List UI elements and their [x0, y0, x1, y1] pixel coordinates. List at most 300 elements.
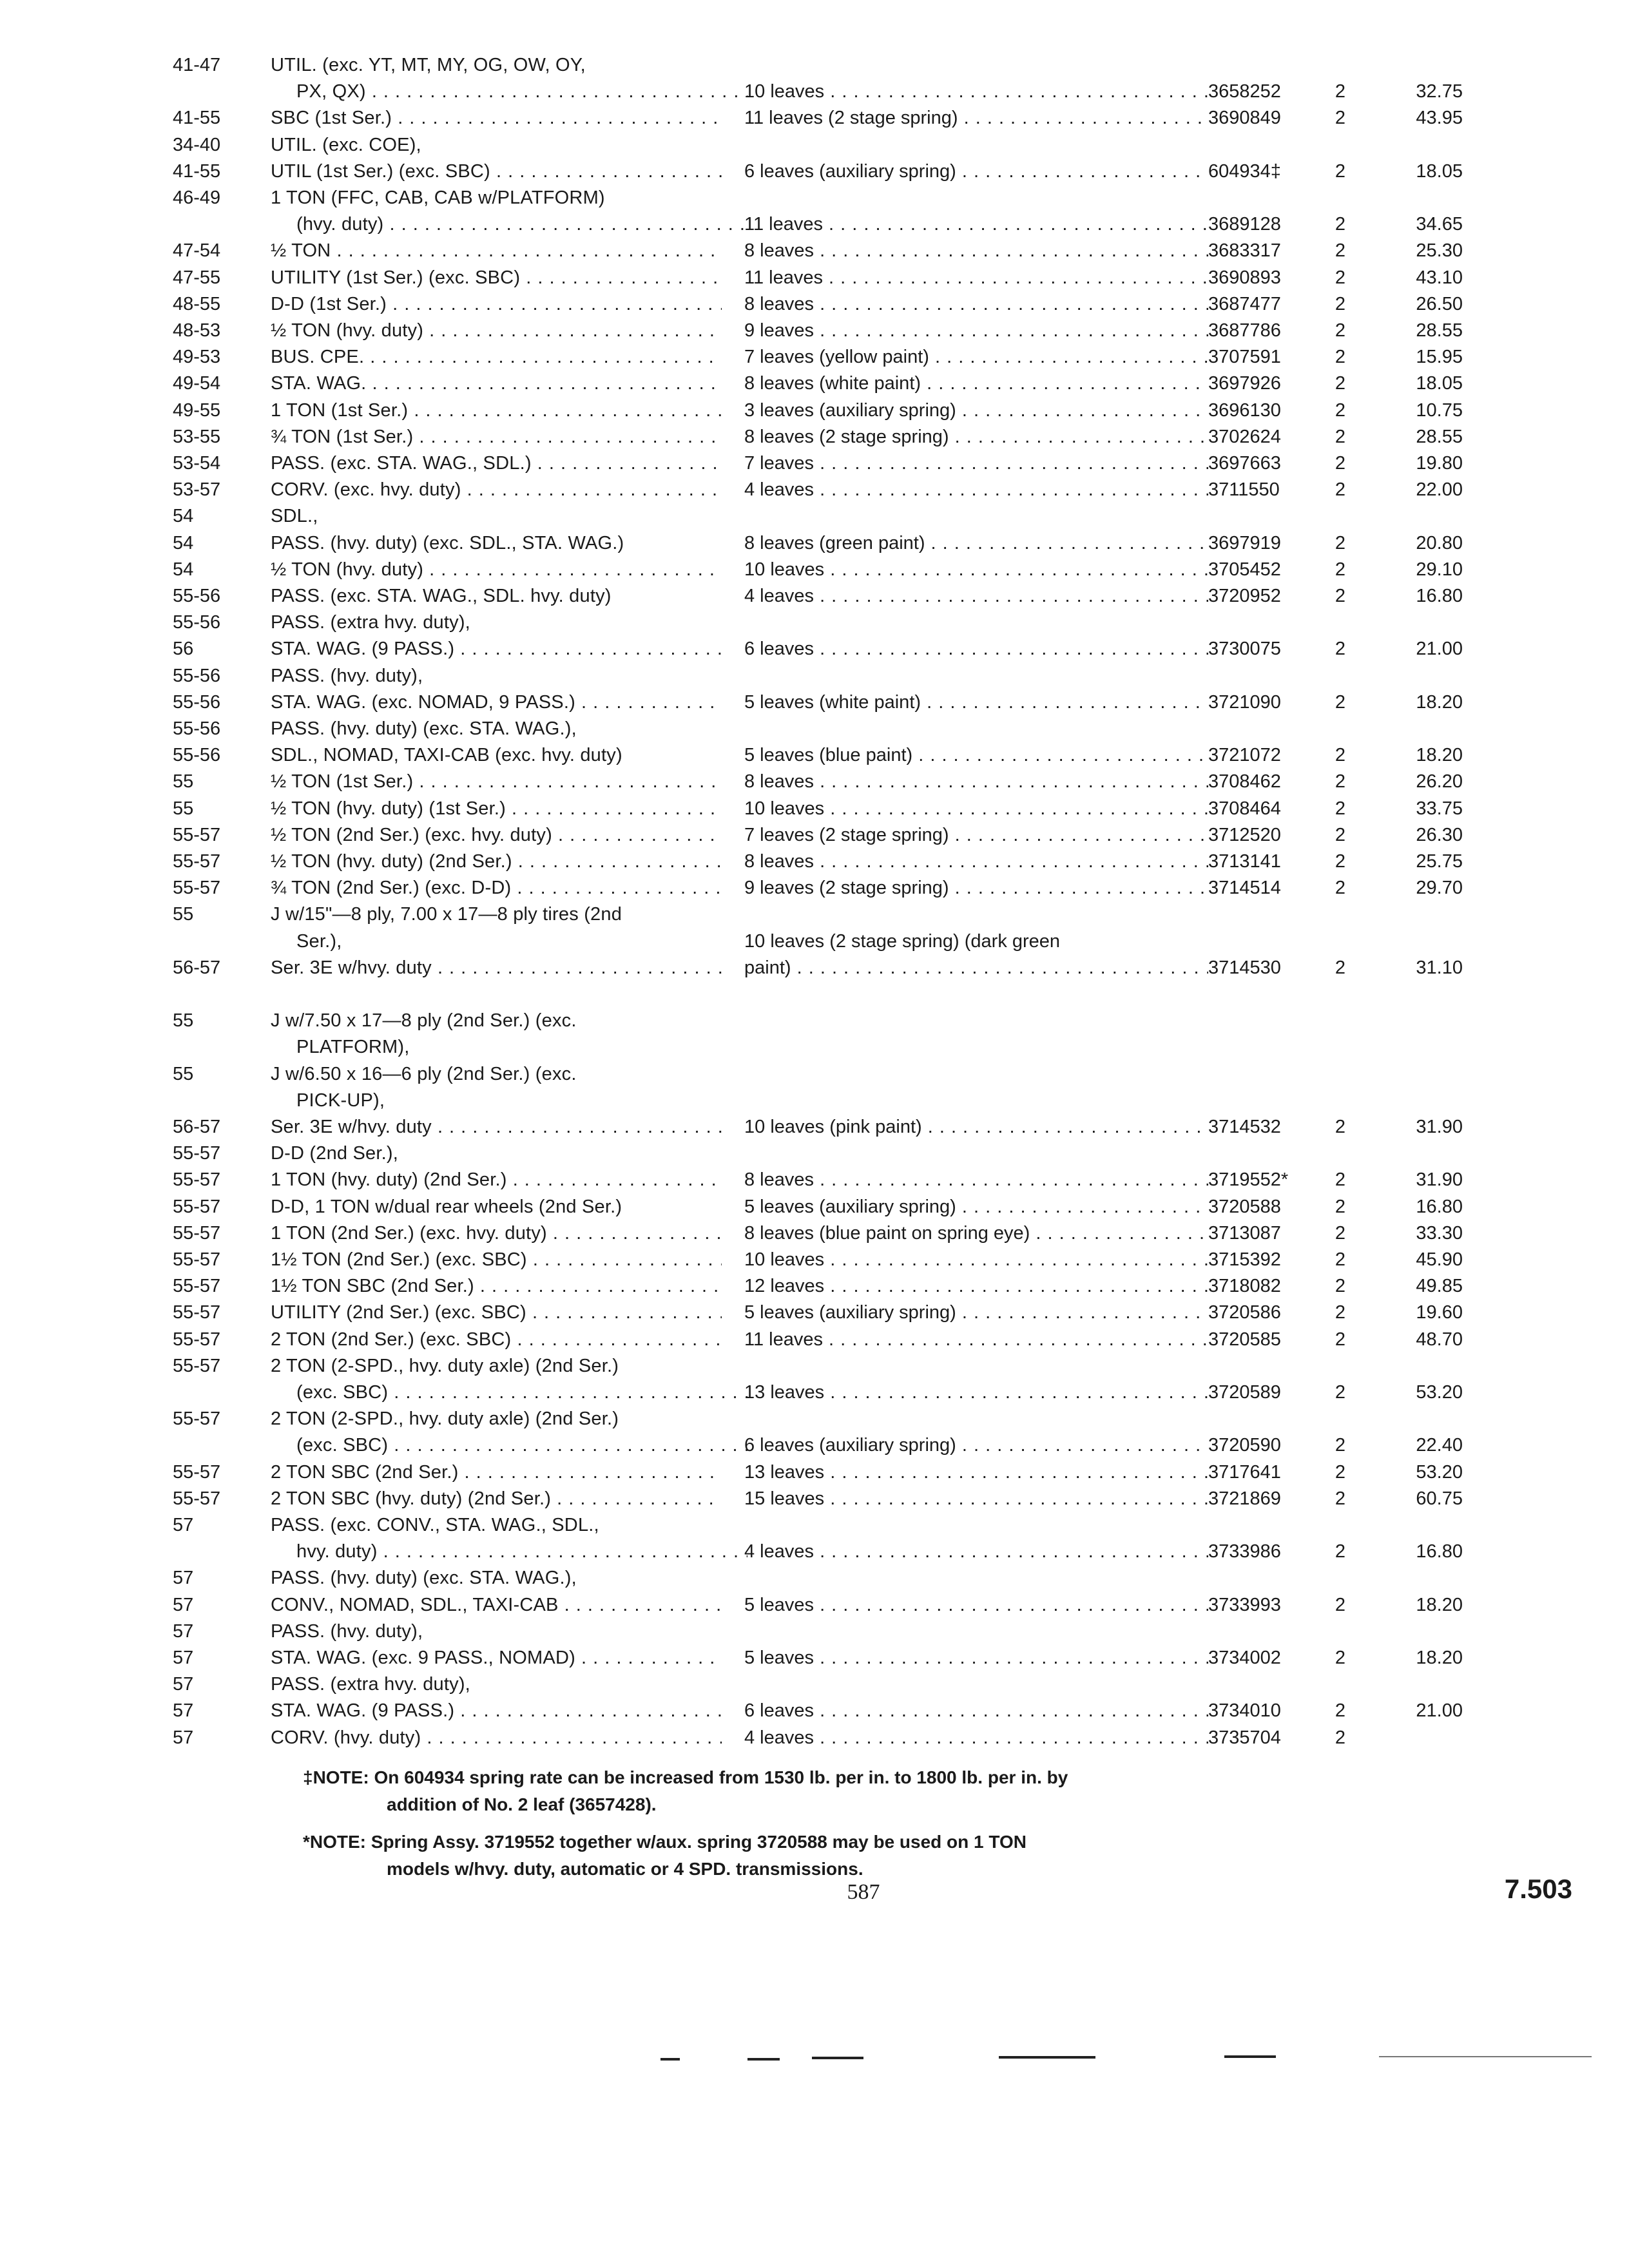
model-cell: ½ TON (2nd Ser.) (exc. hvy. duty) . . . [271, 820, 722, 850]
model-cell: STA. WAG. (9 PASS.) . . . [271, 634, 722, 664]
table-row [0, 1430, 1629, 1460]
part-number-cell: 3720589 [1208, 1382, 1281, 1403]
table-row [0, 1218, 1629, 1248]
price-cell: 31.10 [1416, 957, 1463, 978]
year-cell: 54 [173, 506, 194, 526]
model-cell: 2 TON SBC (2nd Ser.) . . . [271, 1457, 722, 1487]
price-cell: 10.75 [1416, 400, 1463, 421]
quantity-cell: 2 [1335, 692, 1346, 713]
model-cell: UTILITY (1st Ser.) (exc. SBC) . . . [271, 263, 722, 293]
part-number-cell: 3689128 [1208, 214, 1281, 235]
year-cell: 57 [173, 1727, 194, 1748]
scan-mark [660, 2058, 680, 2061]
description-cell: 5 leaves (blue paint) . . . [744, 740, 1208, 770]
model-cell: PASS. (hvy. duty) (exc. STA. WAG.), [271, 1568, 577, 1588]
quantity-cell: 2 [1335, 639, 1346, 659]
price-cell: 26.30 [1416, 825, 1463, 845]
part-number-cell: 3720586 [1208, 1302, 1281, 1323]
quantity-cell: 2 [1335, 878, 1346, 898]
table-row [0, 475, 1629, 505]
part-number-cell: 3733986 [1208, 1541, 1281, 1562]
quantity-cell: 2 [1335, 586, 1346, 606]
model-cell: PLATFORM), [296, 1037, 410, 1057]
quantity-cell: 2 [1335, 745, 1346, 765]
year-cell: 55-57 [173, 1329, 221, 1350]
year-cell: 55-56 [173, 666, 221, 686]
part-number-cell: 3697663 [1208, 453, 1281, 474]
table-row [0, 714, 1629, 744]
table-row [0, 183, 1629, 213]
price-cell: 15.95 [1416, 347, 1463, 367]
part-number-cell: 3690893 [1208, 267, 1281, 288]
year-cell: 55-56 [173, 612, 221, 633]
description-cell: 15 leaves . . . [744, 1484, 1208, 1514]
quantity-cell: 2 [1335, 825, 1346, 845]
part-number-cell: 3714514 [1208, 878, 1281, 898]
table-row [0, 1139, 1629, 1168]
part-number-cell: 3717641 [1208, 1462, 1281, 1483]
model-cell: UTILITY (2nd Ser.) (exc. SBC) . . . [271, 1298, 722, 1327]
model-cell: (exc. SBC) . . . [296, 1378, 747, 1407]
model-cell: ¾ TON (1st Ser.) . . . [271, 422, 722, 452]
description-cell: 11 leaves (2 stage spring) . . . [744, 103, 1208, 133]
model-cell: PASS. (extra hvy. duty), [271, 1674, 470, 1695]
price-cell: 60.75 [1416, 1488, 1463, 1509]
note-line-continued: models w/hvy. duty, automatic or 4 SPD. transmissions. [387, 1859, 863, 1879]
year-cell: 41-55 [173, 108, 221, 128]
year-cell: 55-57 [173, 1169, 221, 1190]
note-spring-assy [303, 1829, 1269, 1883]
note-line: *NOTE: Spring Assy. 3719552 together w/aux. spring 3720588 may be used on 1 TON [303, 1832, 1027, 1852]
table-row [0, 873, 1629, 903]
table-row [0, 1563, 1629, 1593]
year-cell: 53-55 [173, 427, 221, 447]
description-cell: paint) . . . [744, 953, 1208, 983]
part-number-cell: 3720952 [1208, 586, 1281, 606]
part-number-cell: 3683317 [1208, 240, 1281, 261]
model-cell: UTIL (1st Ser.) (exc. SBC) . . . [271, 157, 722, 186]
model-cell: STA. WAG. . . . [271, 369, 722, 398]
table-row [0, 289, 1629, 319]
table-row [0, 1404, 1629, 1434]
description-cell: 4 leaves . . . [744, 1723, 1208, 1753]
description-cell: 5 leaves (auxiliary spring) . . . [744, 1192, 1208, 1222]
table-row [0, 236, 1629, 265]
model-cell: Ser. 3E w/hvy. duty . . . [271, 1112, 722, 1142]
description-cell: 7 leaves . . . [744, 448, 1208, 478]
quantity-cell: 2 [1335, 453, 1346, 474]
part-number-cell: 3714530 [1208, 957, 1281, 978]
part-number-cell: 3721072 [1208, 745, 1281, 765]
year-cell: 55 [173, 904, 194, 925]
price-cell: 20.80 [1416, 533, 1463, 553]
price-cell: 25.30 [1416, 240, 1463, 261]
price-cell: 33.75 [1416, 798, 1463, 819]
model-cell: 1½ TON SBC (2nd Ser.) . . . [271, 1271, 722, 1301]
year-cell: 55-56 [173, 718, 221, 739]
description-cell: 6 leaves (auxiliary spring) . . . [744, 157, 1208, 186]
table-row [0, 634, 1629, 664]
year-cell: 55-57 [173, 825, 221, 845]
description-cell: 8 leaves (2 stage spring) . . . [744, 422, 1208, 452]
quantity-cell: 2 [1335, 81, 1346, 102]
quantity-cell: 2 [1335, 559, 1346, 580]
description-cell: 13 leaves . . . [744, 1457, 1208, 1487]
table-row [0, 1192, 1629, 1222]
model-cell: PASS. (hvy. duty) (exc. SDL., STA. WAG.) [271, 533, 624, 553]
table-row [0, 342, 1629, 372]
price-cell: 53.20 [1416, 1382, 1463, 1403]
description-cell: 8 leaves . . . [744, 767, 1208, 796]
quantity-cell: 2 [1335, 1196, 1346, 1217]
price-cell: 45.90 [1416, 1249, 1463, 1270]
table-row [0, 767, 1629, 796]
year-cell: 57 [173, 1648, 194, 1668]
model-cell: CORV. (hvy. duty) . . . [271, 1723, 722, 1753]
description-cell: 8 leaves (green paint) . . . [744, 528, 1208, 558]
model-cell: 2 TON SBC (hvy. duty) (2nd Ser.) . . . [271, 1484, 722, 1514]
price-cell: 18.20 [1416, 1648, 1463, 1668]
year-cell: 41-47 [173, 55, 221, 75]
quantity-cell: 2 [1335, 771, 1346, 792]
quantity-cell: 2 [1335, 347, 1346, 367]
part-number-cell: 3658252 [1208, 81, 1281, 102]
year-cell: 55-57 [173, 1223, 221, 1244]
year-cell: 55-56 [173, 692, 221, 713]
price-cell: 32.75 [1416, 81, 1463, 102]
model-cell: (exc. SBC) . . . [296, 1430, 747, 1460]
model-cell: PASS. (extra hvy. duty), [271, 612, 470, 633]
price-cell: 28.55 [1416, 320, 1463, 341]
table-row [0, 316, 1629, 345]
table-row [0, 1245, 1629, 1274]
model-cell: PASS. (exc. CONV., STA. WAG., SDL., [271, 1515, 599, 1535]
quantity-cell: 2 [1335, 1169, 1346, 1190]
quantity-cell: 2 [1335, 240, 1346, 261]
year-cell: 55-57 [173, 1488, 221, 1509]
model-cell: D-D, 1 TON w/dual rear wheels (2nd Ser.) [271, 1196, 622, 1217]
part-number-cell: 3719552* [1208, 1169, 1289, 1190]
year-cell: 53-54 [173, 453, 221, 474]
note-line: ‡NOTE: On 604934 spring rate can be increased from 1530 lb. per in. to 1800 lb. per in. by [303, 1767, 1068, 1787]
description-cell: 4 leaves . . . [744, 581, 1208, 611]
price-cell: 18.20 [1416, 1595, 1463, 1615]
price-cell: 25.75 [1416, 851, 1463, 872]
description-cell: 5 leaves . . . [744, 1590, 1208, 1620]
quantity-cell: 2 [1335, 294, 1346, 314]
year-cell: 57 [173, 1621, 194, 1642]
quantity-cell: 2 [1335, 851, 1346, 872]
table-row [0, 1510, 1629, 1540]
year-cell: 55-56 [173, 745, 221, 765]
description-cell: 4 leaves . . . [744, 1537, 1208, 1566]
year-cell: 55 [173, 798, 194, 819]
year-cell: 47-55 [173, 267, 221, 288]
table-row [0, 608, 1629, 637]
table-row [0, 448, 1629, 478]
description-cell: 11 leaves . . . [744, 263, 1208, 293]
quantity-cell: 2 [1335, 798, 1346, 819]
table-row [0, 899, 1629, 929]
part-number-cell: 3734010 [1208, 1700, 1281, 1721]
quantity-cell: 2 [1335, 1435, 1346, 1456]
table-row [0, 581, 1629, 611]
year-cell: 55-57 [173, 1462, 221, 1483]
table-row [0, 1537, 1629, 1566]
table-row [0, 1271, 1629, 1301]
model-cell: hvy. duty) . . . [296, 1537, 747, 1566]
description-cell: 10 leaves (pink paint) . . . [744, 1112, 1208, 1142]
year-cell: 55-57 [173, 1143, 221, 1164]
quantity-cell: 2 [1335, 1727, 1346, 1748]
table-row [0, 1351, 1629, 1381]
year-cell: 48-53 [173, 320, 221, 341]
table-row [0, 528, 1629, 558]
part-number-cell: 3697926 [1208, 373, 1281, 394]
description-cell: 3 leaves (auxiliary spring) . . . [744, 396, 1208, 425]
model-cell: J w/7.50 x 17—8 ply (2nd Ser.) (exc. [271, 1010, 577, 1031]
description-cell: 6 leaves . . . [744, 1696, 1208, 1725]
table-row [0, 263, 1629, 293]
description-cell: 6 leaves (auxiliary spring) . . . [744, 1430, 1208, 1460]
table-row [0, 927, 1629, 956]
description-cell: 11 leaves . . . [744, 209, 1208, 239]
description-cell: 10 leaves . . . [744, 1245, 1208, 1274]
description-cell: 5 leaves (auxiliary spring) . . . [744, 1298, 1208, 1327]
model-cell: ½ TON (hvy. duty) (2nd Ser.) . . . [271, 847, 722, 876]
price-cell: 43.95 [1416, 108, 1463, 128]
description-cell: 11 leaves . . . [744, 1325, 1208, 1354]
scan-mark [999, 2056, 1095, 2059]
price-cell: 18.05 [1416, 161, 1463, 182]
model-cell: D-D (2nd Ser.), [271, 1143, 398, 1164]
scan-mark [812, 2057, 863, 2059]
quantity-cell: 2 [1335, 533, 1346, 553]
part-number-cell: 3690849 [1208, 108, 1281, 128]
model-cell: 2 TON (2nd Ser.) (exc. SBC) . . . [271, 1325, 722, 1354]
model-cell: PASS. (exc. STA. WAG., SDL.) . . . [271, 448, 722, 478]
price-cell: 48.70 [1416, 1329, 1463, 1350]
price-cell: 43.10 [1416, 267, 1463, 288]
year-cell: 57 [173, 1568, 194, 1588]
model-cell: 1½ TON (2nd Ser.) (exc. SBC) . . . [271, 1245, 722, 1274]
year-cell: 55-57 [173, 1249, 221, 1270]
quantity-cell: 2 [1335, 161, 1346, 182]
model-cell: 1 TON (2nd Ser.) (exc. hvy. duty) . . . [271, 1218, 722, 1248]
quantity-cell: 2 [1335, 320, 1346, 341]
scan-mark [1224, 2055, 1276, 2058]
table-row [0, 1484, 1629, 1514]
table-row [0, 661, 1629, 691]
description-cell: 5 leaves . . . [744, 1643, 1208, 1673]
year-cell: 55-57 [173, 1408, 221, 1429]
year-cell: 49-54 [173, 373, 221, 394]
table-row [0, 1298, 1629, 1327]
part-number-cell: 3733993 [1208, 1595, 1281, 1615]
table-row [0, 1059, 1629, 1089]
quantity-cell: 2 [1335, 1700, 1346, 1721]
table-row [0, 422, 1629, 452]
quantity-cell: 2 [1335, 1382, 1346, 1403]
price-cell: 22.40 [1416, 1435, 1463, 1456]
part-number-cell: 3721090 [1208, 692, 1281, 713]
price-cell: 16.80 [1416, 586, 1463, 606]
price-cell: 18.05 [1416, 373, 1463, 394]
year-cell: 55-56 [173, 586, 221, 606]
year-cell: 56 [173, 639, 194, 659]
quantity-cell: 2 [1335, 1302, 1346, 1323]
table-row [0, 1457, 1629, 1487]
model-cell: SBC (1st Ser.) . . . [271, 103, 722, 133]
table-row [0, 77, 1629, 106]
table-row [0, 1643, 1629, 1673]
year-cell: 41-55 [173, 161, 221, 182]
year-cell: 49-53 [173, 347, 221, 367]
table-row [0, 979, 1629, 1009]
price-cell: 18.20 [1416, 745, 1463, 765]
model-cell: J w/15"—8 ply, 7.00 x 17—8 ply tires (2nd [271, 904, 622, 925]
description-cell: 10 leaves . . . [744, 555, 1208, 584]
price-cell: 34.65 [1416, 214, 1463, 235]
year-cell: 55 [173, 1010, 194, 1031]
model-cell: ½ TON (hvy. duty) . . . [271, 316, 722, 345]
price-cell: 22.00 [1416, 479, 1463, 500]
model-cell: UTIL. (exc. COE), [271, 135, 421, 155]
quantity-cell: 2 [1335, 1329, 1346, 1350]
table-row [0, 1032, 1629, 1062]
quantity-cell: 2 [1335, 108, 1346, 128]
section-number: 7.503 [1504, 1874, 1572, 1904]
model-cell: ½ TON (1st Ser.) . . . [271, 767, 722, 796]
part-number-cell: 3730075 [1208, 639, 1281, 659]
part-number-cell: 3708464 [1208, 798, 1281, 819]
description-cell: 7 leaves (2 stage spring) . . . [744, 820, 1208, 850]
price-cell: 29.70 [1416, 878, 1463, 898]
price-cell: 29.10 [1416, 559, 1463, 580]
year-cell: 54 [173, 559, 194, 580]
quantity-cell: 2 [1335, 373, 1346, 394]
description-cell: 10 leaves (2 stage spring) (dark green [744, 931, 1061, 952]
quantity-cell: 2 [1335, 1595, 1346, 1615]
year-cell: 55 [173, 1064, 194, 1084]
part-number-cell: 3714532 [1208, 1117, 1281, 1137]
model-cell: 1 TON (1st Ser.) . . . [271, 396, 722, 425]
model-cell: PASS. (hvy. duty), [271, 1621, 423, 1642]
part-number-cell: 3720585 [1208, 1329, 1281, 1350]
model-cell: Ser. 3E w/hvy. duty . . . [271, 953, 722, 983]
table-row [0, 555, 1629, 584]
scan-mark [1379, 2056, 1592, 2057]
part-number-cell: 3697919 [1208, 533, 1281, 553]
part-number-cell: 3715392 [1208, 1249, 1281, 1270]
table-row [0, 1378, 1629, 1407]
year-cell: 47-54 [173, 240, 221, 261]
model-cell: CONV., NOMAD, SDL., TAXI-CAB . . . [271, 1590, 722, 1620]
price-cell: 31.90 [1416, 1117, 1463, 1137]
part-number-cell: 3720590 [1208, 1435, 1281, 1456]
part-number-cell: 3720588 [1208, 1196, 1281, 1217]
model-cell: 2 TON (2-SPD., hvy. duty axle) (2nd Ser.) [271, 1356, 619, 1376]
year-cell: 54 [173, 533, 194, 553]
description-cell: 12 leaves . . . [744, 1271, 1208, 1301]
model-cell: Ser.), [296, 931, 342, 952]
table-row [0, 1590, 1629, 1620]
year-cell: 57 [173, 1700, 194, 1721]
model-cell: STA. WAG. (exc. NOMAD, 9 PASS.) . . . [271, 687, 722, 717]
model-cell: 2 TON (2-SPD., hvy. duty axle) (2nd Ser.) [271, 1408, 619, 1429]
table-row [0, 953, 1629, 983]
year-cell: 56-57 [173, 1117, 221, 1137]
quantity-cell: 2 [1335, 957, 1346, 978]
description-cell: 8 leaves . . . [744, 236, 1208, 265]
model-cell: PASS. (exc. STA. WAG., SDL. hvy. duty) [271, 586, 612, 606]
part-number-cell: 3718082 [1208, 1276, 1281, 1296]
description-cell: 8 leaves (white paint) . . . [744, 369, 1208, 398]
table-row [0, 501, 1629, 531]
description-cell: 8 leaves (blue paint on spring eye) . . . [744, 1218, 1208, 1248]
quantity-cell: 2 [1335, 427, 1346, 447]
year-cell: 55-57 [173, 1276, 221, 1296]
description-cell: 7 leaves (yellow paint) . . . [744, 342, 1208, 372]
model-cell: PICK-UP), [296, 1090, 385, 1111]
table-row [0, 1723, 1629, 1753]
model-cell: STA. WAG. (exc. 9 PASS., NOMAD) . . . [271, 1643, 722, 1673]
year-cell: 48-55 [173, 294, 221, 314]
model-cell: ½ TON . . . [271, 236, 722, 265]
table-row [0, 687, 1629, 717]
part-number-cell: 3713141 [1208, 851, 1281, 872]
quantity-cell: 2 [1335, 1117, 1346, 1137]
table-row [0, 1112, 1629, 1142]
model-cell: J w/6.50 x 16—6 ply (2nd Ser.) (exc. [271, 1064, 577, 1084]
year-cell: 55-57 [173, 1196, 221, 1217]
year-cell: 57 [173, 1595, 194, 1615]
part-number-cell: 3735704 [1208, 1727, 1281, 1748]
part-number-cell: 3713087 [1208, 1223, 1281, 1244]
model-cell: ½ TON (hvy. duty) . . . [271, 555, 722, 584]
table-row [0, 847, 1629, 876]
price-cell: 19.60 [1416, 1302, 1463, 1323]
description-cell: 6 leaves . . . [744, 634, 1208, 664]
model-cell: PASS. (hvy. duty) (exc. STA. WAG.), [271, 718, 577, 739]
model-cell: SDL., [271, 506, 318, 526]
model-cell: STA. WAG. (9 PASS.) . . . [271, 1696, 722, 1725]
part-number-cell: 3711550 [1208, 479, 1280, 500]
quantity-cell: 2 [1335, 479, 1346, 500]
table-row [0, 1617, 1629, 1646]
table-row [0, 369, 1629, 398]
price-cell: 16.80 [1416, 1541, 1463, 1562]
price-cell: 33.30 [1416, 1223, 1463, 1244]
year-cell: 53-57 [173, 479, 221, 500]
part-number-cell: 3721869 [1208, 1488, 1281, 1509]
description-cell: 9 leaves . . . [744, 316, 1208, 345]
table-row [0, 1696, 1629, 1725]
table-row [0, 820, 1629, 850]
table-row [0, 50, 1629, 80]
quantity-cell: 2 [1335, 1488, 1346, 1509]
table-row [0, 794, 1629, 823]
price-cell: 16.80 [1416, 1196, 1463, 1217]
year-cell: 55-57 [173, 1302, 221, 1323]
table-row [0, 1325, 1629, 1354]
model-cell: SDL., NOMAD, TAXI-CAB (exc. hvy. duty) [271, 745, 622, 765]
model-cell: UTIL. (exc. YT, MT, MY, OG, OW, OY, [271, 55, 586, 75]
part-number-cell: 3687786 [1208, 320, 1281, 341]
description-cell: 10 leaves . . . [744, 794, 1208, 823]
price-cell: 31.90 [1416, 1169, 1463, 1190]
part-number-cell: 3702624 [1208, 427, 1281, 447]
